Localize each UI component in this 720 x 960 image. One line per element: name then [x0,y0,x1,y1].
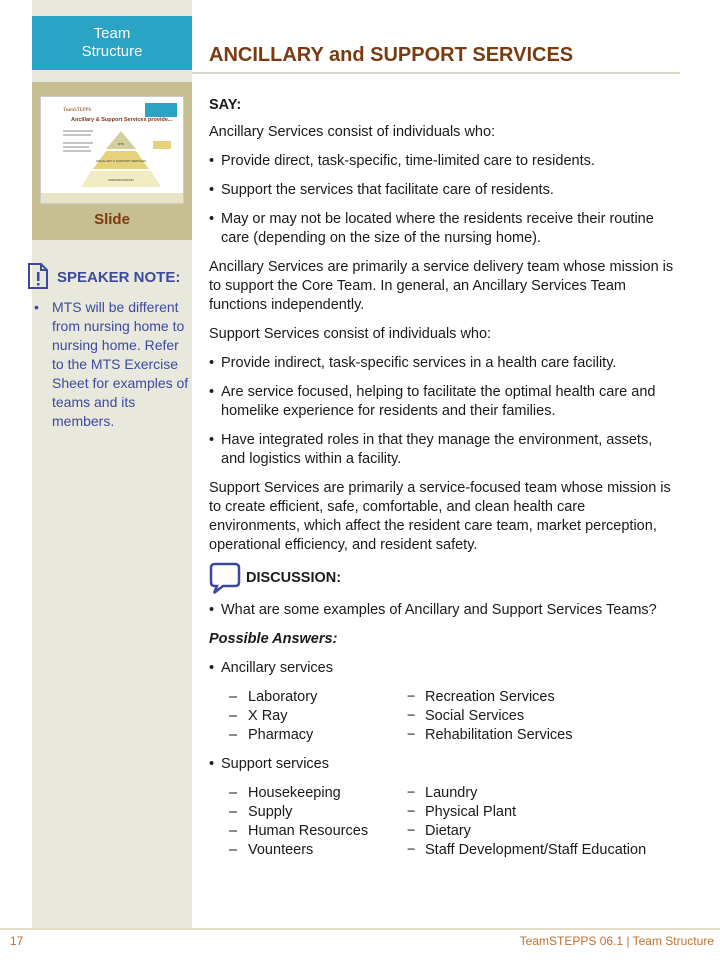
speaker-note-icon [27,262,49,295]
section-tab-line2: Structure [81,43,143,60]
thumb-ancillary: ANCILLARY & SUPPORT SERVICES [95,159,147,163]
discussion-label: DISCUSSION: [246,570,342,586]
thumb-brand: TeamSTEPPS [63,108,92,113]
title-divider [192,72,680,74]
section-tab [32,16,192,70]
slide-thumbnail [40,96,184,204]
list-item: − Laundry [407,784,646,803]
support-bullet: • Provide indirect, task-specific services in a health care facility. [209,354,677,373]
ancillary-bullet: • May or may not be located where the residents receive their routine care (depending on the size of the nursing home). [209,210,677,248]
list-item: – Supply [229,803,407,822]
support-services-label: • Support services [209,755,677,774]
speech-bubble-icon [209,561,241,601]
ancillary-services-label: • Ancillary services [209,659,677,678]
ancillary-right-list [407,688,573,745]
list-item: – Housekeeping [229,784,407,803]
support-bullet: • Have integrated roles in that they manage the environment, assets, and logistics within a facility. [209,431,677,469]
speaker-note-list [34,298,190,431]
footer-text: TeamSTEPPS 06.1 | Team Structure [519,934,714,948]
ancillary-bullet: • Support the services that facilitate care of residents. [209,181,677,200]
possible-answers-label: Possible Answers: [209,631,338,647]
list-item: − Rehabilitation Services [407,726,573,745]
section-tab-line1: Team [93,25,131,42]
footer-divider [0,928,720,930]
page-title: ANCILLARY and SUPPORT SERVICES [209,44,574,66]
support-left-list [209,784,407,860]
ancillary-examples [209,688,677,745]
list-item: − Staff Development/Staff Education [407,841,646,860]
support-right-list [407,784,646,860]
discussion-header [209,565,677,595]
ancillary-paragraph: Ancillary Services are primarily a service delivery team whose mission is to support the Core Team. In general, an Ancillary Services Team functions independently. [209,259,674,313]
list-item: – Pharmacy [229,726,407,745]
slide-label: Slide [94,211,130,228]
list-item: – X Ray [229,707,407,726]
thumb-admin: ADMINISTRATION [108,178,134,182]
ancillary-intro: Ancillary Services consist of individuals who: [209,124,496,140]
main-content [209,96,677,870]
support-bullet: • Are service focused, helping to facilitate the optimal health care and homelike experience for residents and their families. [209,383,677,421]
thumb-mts: MTS [117,142,125,146]
speaker-note-title: SPEAKER NOTE: [57,269,181,286]
ancillary-left-list [209,688,407,745]
list-item: − Dietary [407,822,646,841]
thumb-title: Ancillary & Support Services provide... [71,117,173,123]
list-item: − Social Services [407,707,573,726]
support-intro: Support Services consist of individuals who: [209,326,492,342]
support-paragraph: Support Services are primarily a service-focused team whose mission is to create efficient, safe, comfortable, and clean health care environments, which affect the resident care team, market perception, operational efficiency, and resident safety. [209,480,671,553]
list-item: − Physical Plant [407,803,646,822]
ancillary-bullet: • Provide direct, task-specific, time-limited care to residents. [209,152,677,171]
list-item: – Vounteers [229,841,407,860]
list-item: – Human Resources [229,822,407,841]
speaker-note-item: • MTS will be different from nursing home to nursing home. Refer to the MTS Exercise Sheet for examples of teams and its members. [34,298,190,431]
say-heading: SAY: [209,97,242,113]
support-examples [209,784,677,860]
list-item: – Laboratory [229,688,407,707]
list-item: − Recreation Services [407,688,573,707]
discussion-question: • What are some examples of Ancillary and Support Services Teams? [209,601,677,620]
page-number: 17 [10,934,24,948]
